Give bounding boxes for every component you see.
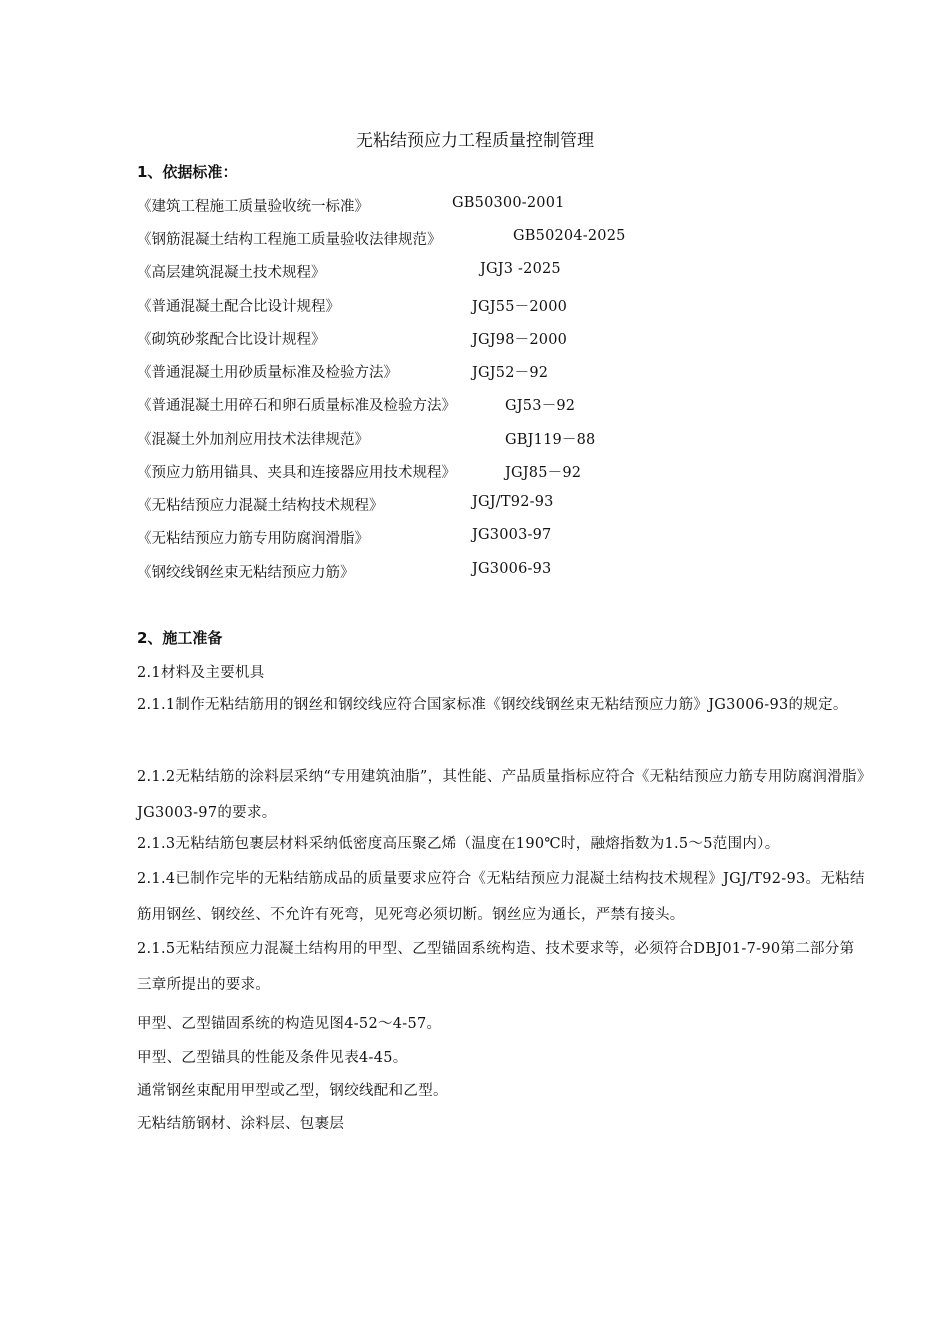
standard-code: JGJ3 -2025	[480, 261, 561, 277]
standard-code: GJ53－92	[505, 398, 576, 414]
standard-name: 《建筑工程施工质量验收统一标准》	[137, 199, 369, 215]
text-line: 无粘结筋钢材、涂料层、包裹层	[137, 1116, 345, 1132]
standard-name: 《混凝土外加剂应用技术法律规范》	[137, 432, 369, 448]
standard-code: JG3006-93	[472, 561, 552, 577]
paragraph: 2.1.1制作无粘结筋用的钢丝和钢绞线应符合国家标准《钢绞线钢丝束无粘结预应力筋》JG3006-93的规定。	[137, 697, 848, 713]
standard-code: JGJ52－92	[472, 365, 549, 381]
standard-code: GB50300-2001	[452, 195, 565, 211]
standard-code: JGJ55－2000	[472, 299, 568, 315]
standard-name: 《无粘结预应力筋专用防腐润滑脂》	[137, 531, 369, 547]
standard-code: GBJ119－88	[505, 432, 596, 448]
standard-code: GB50204-2025	[513, 228, 626, 244]
standard-name: 《普通混凝土用砂质量标准及检验方法》	[137, 365, 398, 381]
standard-name: 《预应力筋用锚具、夹具和连接器应用技术规程》	[137, 465, 456, 481]
text-line: 通常钢丝束配用甲型或乙型，钢绞线配和乙型。	[137, 1083, 448, 1099]
text-line: 甲型、乙型锚固系统的构造见图4-52～4-57。	[137, 1016, 442, 1032]
document-title: 无粘结预应力工程质量控制管理	[356, 131, 594, 151]
paragraph: 2.1.2无粘结筋的涂料层采纳“专用建筑油脂”，其性能、产品质量指标应符合《无粘结预应力筋专用防腐润滑脂》JG3003-97的要求。	[137, 769, 865, 821]
section1-heading: 1、依据标准：	[137, 163, 238, 181]
standard-name: 《高层建筑混凝土技术规程》	[137, 265, 326, 281]
standard-name: 《砌筑砂浆配合比设计规程》	[137, 332, 326, 348]
paragraph: 2.1.4已制作完毕的无粘结筋成品的质量要求应符合《无粘结预应力混凝土结构技术规程》JGJ/T92-93。无粘结筋用钢丝、钢绞丝、不允许有死弯，见死弯必须切断。钢丝应为通长，严禁有接头。	[137, 871, 865, 923]
section2-heading: 2、施工准备	[137, 629, 223, 647]
standard-code: JGJ98－2000	[472, 332, 568, 348]
standard-code: JGJ85－92	[505, 465, 582, 481]
sub-heading: 2.1材料及主要机具	[137, 665, 265, 681]
standard-code: JGJ/T92-93	[472, 494, 554, 510]
standard-name: 《普通混凝土用碎石和卵石质量标准及检验方法》	[137, 398, 456, 414]
standard-name: 《普通混凝土配合比设计规程》	[137, 299, 340, 315]
paragraph: 2.1.5无粘结预应力混凝土结构用的甲型、乙型锚固系统构造、技术要求等，必须符合DBJ01-7-90第二部分第三章所提出的要求。	[137, 941, 855, 993]
text-line: 甲型、乙型锚具的性能及条件见表4-45。	[137, 1050, 408, 1066]
paragraph: 2.1.3无粘结筋包裹层材料采纳低密度高压聚乙烯（温度在190℃时，融熔指数为1.5～5范围内）。	[137, 836, 780, 852]
standard-name: 《钢绞线钢丝束无粘结预应力筋》	[137, 565, 355, 581]
standard-code: JG3003-97	[472, 527, 552, 543]
standard-name: 《无粘结预应力混凝土结构技术规程》	[137, 498, 384, 514]
standard-name: 《钢筋混凝土结构工程施工质量验收法律规范》	[137, 232, 442, 248]
